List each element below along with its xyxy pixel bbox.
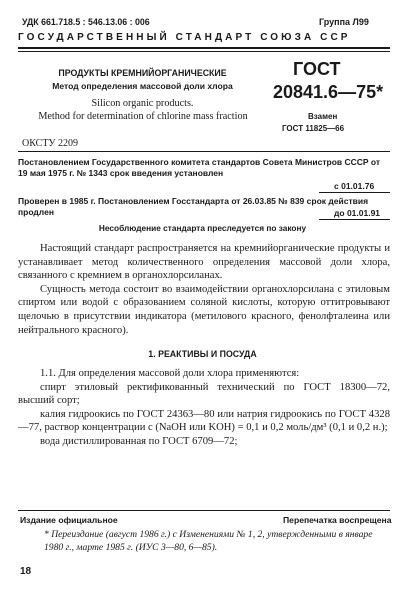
replaces-standard: ГОСТ 11825—66 — [282, 124, 345, 133]
replaces-label: Взамен — [308, 112, 338, 121]
official-edition: Издание официальное — [20, 515, 118, 525]
reprint-prohibited: Перепечатка воспрещена — [283, 515, 392, 525]
checked-date-rule — [319, 219, 390, 220]
gost-number: 20841.6—75* — [273, 82, 384, 102]
checked-text: Проверен в 1985 г. Постановлением Госстандарта от 26.03.85 № 839 срок действия продлен — [18, 196, 369, 217]
standard-title-line: ГОСУДАРСТВЕННЫЙ СТАНДАРТ СОЮЗА ССР — [18, 32, 351, 43]
header-rule-thin — [18, 51, 390, 52]
intro-paragraph-2: Сущность метода состоит во взаимодействии органохлорсиланa с этиловым спиртом или водой с образованием соляной кислоты, которую оттитровывают щелочью в присутствии индикатора (метилового красного, фенолфталеина или нейтрального красного). — [18, 283, 390, 336]
udk-code: УДК 661.718.5 : 546.13.06 : 006 — [22, 17, 150, 27]
title-en-sub: Method for determination of chlorine mass fraction — [38, 111, 248, 122]
group-code: Группа Л99 — [319, 17, 369, 27]
section-1-intro: 1.1. Для определения массовой доли хлора применяются: — [40, 368, 300, 379]
reprint-note: * Переиздание (август 1986 г.) с Изменениями № 1, 2, утвержденными в январе 1980 г., марте 1985 г. (ИУС 3—80, 6—85). — [44, 529, 373, 553]
okstu-rule — [18, 151, 390, 152]
reagent-item-1: спирт этиловый ректификованный технический по ГОСТ 18300—72, высший сорт; — [18, 381, 390, 407]
section-1-heading: 1. РЕАКТИВЫ И ПОСУДА — [148, 349, 257, 359]
header-rule-thick — [18, 47, 390, 49]
reagent-item-2: калия гидроокись по ГОСТ 24363—80 или натрия гидроокись по ГОСТ 4328—77, раствор концентрации с (NaOH или KOH) = 0,1 и 0,2 моль/дм³ (0,1 и 0,2 н.); — [18, 408, 390, 434]
title-en-main: Silicon organic products. — [91, 98, 194, 109]
intro-paragraph-1: Настоящий стандарт распространяется на кремнийорганические продукты и устанавливает метод количественного определения массовой доли хлора, связанного с кремнием в органохлорсиланах. — [18, 243, 390, 282]
page-number: 18 — [20, 566, 32, 577]
intro-section — [18, 242, 390, 337]
title-ru-main: ПРОДУКТЫ КРЕМНИЙОРГАНИЧЕСКИЕ — [58, 68, 227, 78]
decree-text: Постановлением Государственного комитета стандартов Совета Министров СССР от 19 мая 1975 г. № 1343 срок введения установлен — [18, 157, 381, 178]
reagent-item-3: вода дистиллированная по ГОСТ 6709—72; — [40, 435, 238, 447]
decree-date-rule — [319, 192, 390, 193]
gost-label: ГОСТ — [293, 59, 341, 79]
prosecution-notice: Несоблюдение стандарта преследуется по закону — [98, 223, 307, 233]
footer-rule — [18, 510, 390, 511]
okstu-code: ОКСТУ 2209 — [22, 138, 79, 149]
section-1-body — [18, 367, 390, 449]
decree-date: с 01.01.76 — [334, 181, 375, 191]
title-ru-sub: Метод определения массовой доли хлора — [52, 81, 233, 91]
checked-date: до 01.01.91 — [334, 208, 381, 218]
